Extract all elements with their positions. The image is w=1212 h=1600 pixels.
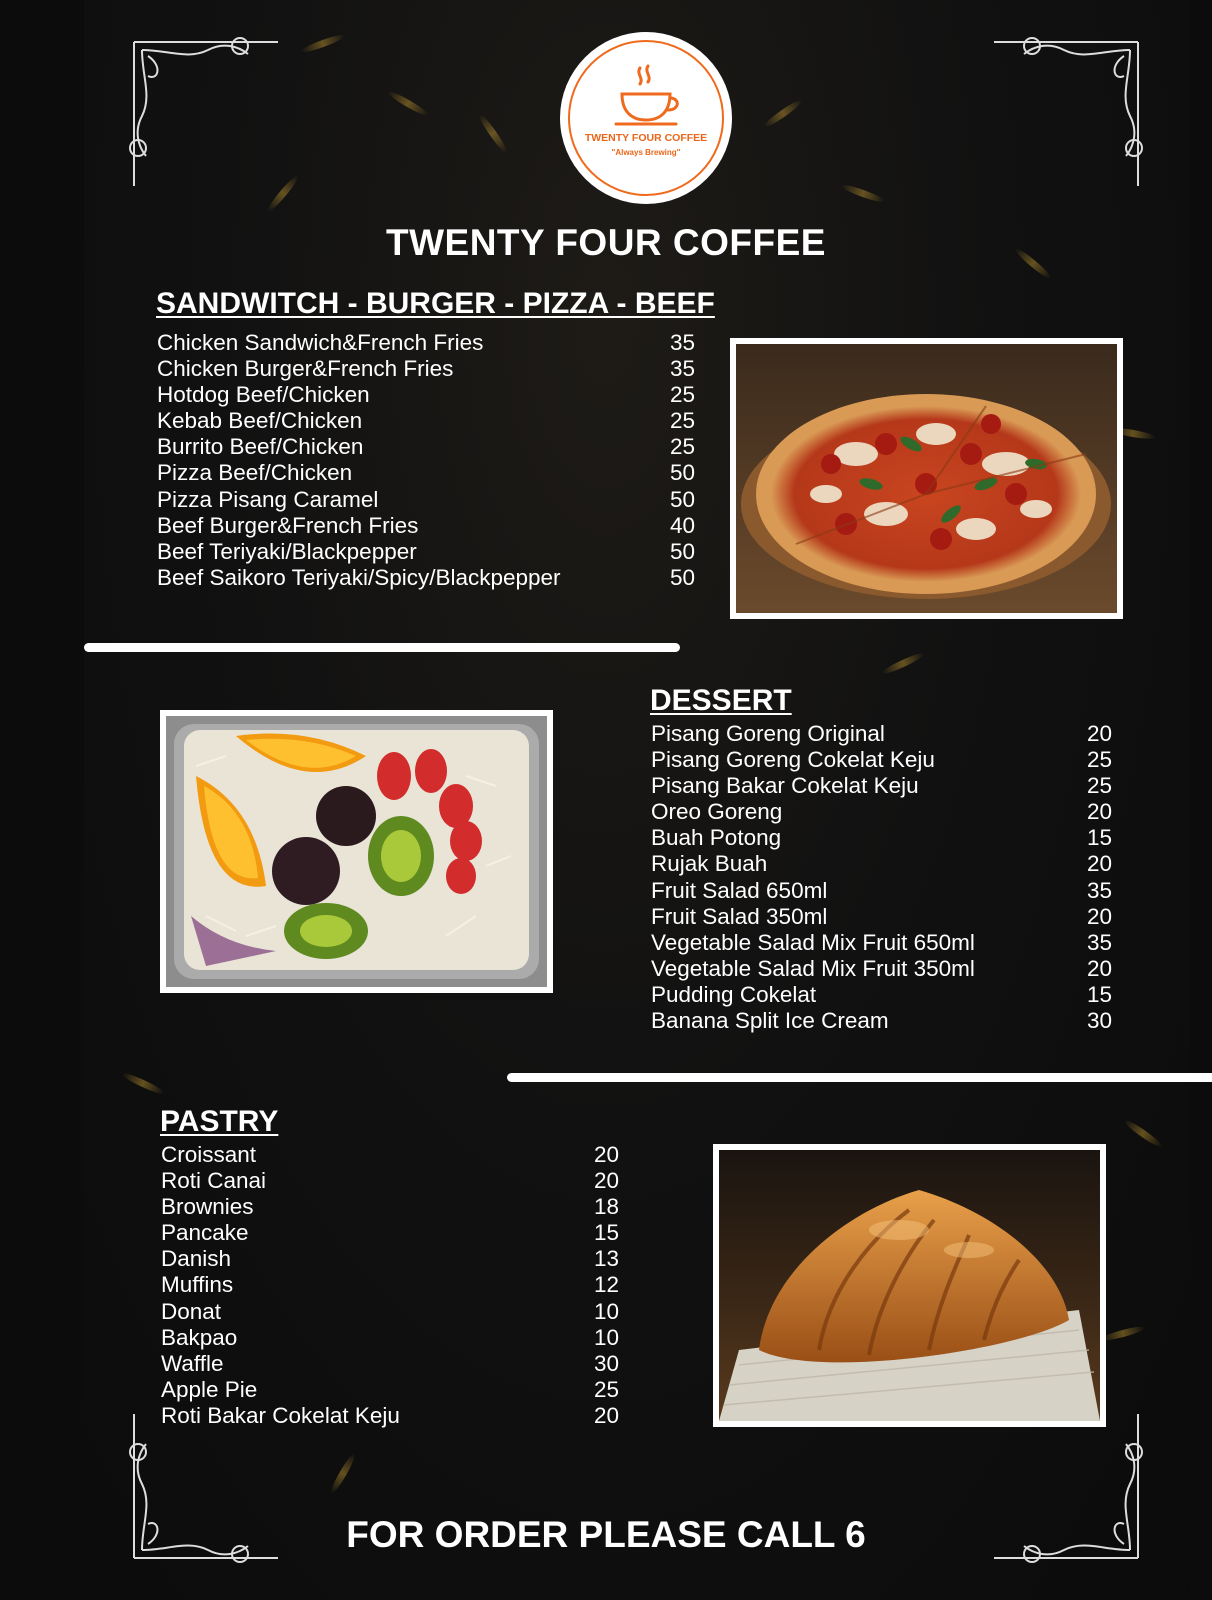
- item-price: 20: [1086, 851, 1112, 877]
- item-name: Brownies: [161, 1194, 254, 1220]
- menu-item: [157, 513, 695, 539]
- section-heading-pastry: PASTRY: [160, 1105, 279, 1138]
- item-price: 35: [1086, 929, 1112, 955]
- decorative-leaf: [386, 89, 429, 118]
- section-heading-sandwich: SANDWITCH - BURGER - PIZZA - BEEF: [156, 287, 715, 320]
- item-name: Pancake: [161, 1220, 249, 1246]
- fruit-salad-photo: [160, 710, 553, 993]
- menu-item: [161, 1168, 619, 1194]
- order-call-footer: FOR ORDER PLEASE CALL 6: [346, 1514, 866, 1555]
- decorative-leaf: [1100, 1324, 1146, 1343]
- page-title: TWENTY FOUR COFFEE: [386, 222, 826, 263]
- item-price: 25: [669, 382, 695, 408]
- corner-ornament-top-left: [128, 36, 288, 196]
- coffee-cup-icon: [606, 62, 686, 142]
- menu-item: [161, 1246, 619, 1272]
- menu-item: [651, 851, 1112, 877]
- menu-item: [161, 1142, 619, 1168]
- menu-item: [651, 982, 1112, 1008]
- item-name: Muffins: [161, 1272, 234, 1298]
- item-name: Beef Saikoro Teriyaki/Spicy/Blackpepper: [157, 564, 561, 590]
- item-price: 25: [1086, 773, 1112, 799]
- item-price: 35: [669, 330, 695, 355]
- menu-item: [161, 1325, 619, 1351]
- item-name: Pudding Cokelat: [651, 981, 817, 1007]
- menu-item: [651, 773, 1112, 799]
- decorative-leaf: [881, 651, 926, 677]
- item-name: Buah Potong: [651, 825, 782, 851]
- item-name: Apple Pie: [161, 1376, 258, 1402]
- menu-list-dessert: [651, 721, 1112, 1034]
- item-name: Burrito Beef/Chicken: [157, 434, 364, 460]
- item-price: 20: [1086, 903, 1112, 929]
- item-name: Chicken Burger&French Fries: [157, 356, 454, 382]
- menu-item: [651, 825, 1112, 851]
- section-heading-dessert: DESSERT: [650, 684, 792, 717]
- item-price: 15: [593, 1220, 619, 1246]
- item-price: 15: [1086, 981, 1112, 1007]
- section-divider: [507, 1073, 1212, 1082]
- item-price: 12: [593, 1272, 619, 1298]
- menu-item: [651, 904, 1112, 930]
- brand-logo: [560, 32, 732, 204]
- menu-item: [157, 330, 695, 356]
- item-price: 18: [593, 1194, 619, 1220]
- item-price: 20: [593, 1142, 619, 1167]
- menu-item: [157, 408, 695, 434]
- item-price: 10: [593, 1298, 619, 1324]
- item-price: 20: [1086, 799, 1112, 825]
- item-price: 25: [593, 1376, 619, 1402]
- menu-item: [161, 1220, 619, 1246]
- item-price: 20: [593, 1402, 619, 1428]
- item-price: 35: [1086, 877, 1112, 903]
- item-price: 50: [669, 486, 695, 512]
- item-price: 13: [593, 1246, 619, 1272]
- item-price: 30: [1086, 1008, 1112, 1034]
- item-name: Hotdog Beef/Chicken: [157, 382, 370, 408]
- item-name: Pisang Goreng Cokelat Keju: [651, 747, 935, 773]
- menu-item: [157, 565, 695, 591]
- menu-item: [161, 1272, 619, 1298]
- decorative-leaf: [840, 182, 886, 204]
- item-price: 10: [593, 1324, 619, 1350]
- item-name: Bakpao: [161, 1324, 238, 1350]
- item-price: 20: [593, 1168, 619, 1194]
- decorative-leaf: [300, 32, 346, 54]
- item-name: Banana Split Ice Cream: [651, 1008, 889, 1034]
- item-price: 25: [1086, 747, 1112, 773]
- item-name: Rujak Buah: [651, 851, 768, 877]
- menu-item: [161, 1194, 619, 1220]
- item-name: Donat: [161, 1298, 222, 1324]
- menu-item: [157, 382, 695, 408]
- item-name: Pizza Pisang Caramel: [157, 486, 379, 512]
- item-name: Waffle: [161, 1350, 224, 1376]
- menu-list-sandwich: [157, 330, 695, 591]
- item-price: 20: [1086, 955, 1112, 981]
- item-name: Fruit Salad 350ml: [651, 903, 828, 929]
- menu-item: [161, 1299, 619, 1325]
- item-name: Roti Canai: [161, 1168, 267, 1194]
- menu-item: [651, 747, 1112, 773]
- menu-item: [651, 1008, 1112, 1034]
- item-name: Danish: [161, 1246, 232, 1272]
- menu-item: [157, 539, 695, 565]
- menu-item: [651, 930, 1112, 956]
- item-price: 25: [669, 434, 695, 460]
- menu-item: [651, 799, 1112, 825]
- item-price: 50: [669, 538, 695, 564]
- item-name: Beef Teriyaki/Blackpepper: [157, 538, 417, 564]
- item-price: 40: [669, 512, 695, 538]
- menu-item: [161, 1377, 619, 1403]
- item-name: Vegetable Salad Mix Fruit 650ml: [651, 929, 975, 955]
- decorative-leaf: [477, 113, 509, 155]
- menu-item: [651, 721, 1112, 747]
- decorative-leaf: [1122, 1117, 1164, 1149]
- croissant-photo: [713, 1144, 1106, 1427]
- item-name: Croissant: [161, 1142, 257, 1167]
- menu-item: [157, 460, 695, 486]
- decorative-leaf: [762, 97, 804, 129]
- item-name: Pisang Bakar Cokelat Keju: [651, 773, 919, 799]
- item-price: 50: [669, 460, 695, 486]
- item-name: Oreo Goreng: [651, 799, 783, 825]
- item-name: Beef Burger&French Fries: [157, 512, 419, 538]
- logo-name: TWENTY FOUR COFFEE: [584, 132, 708, 144]
- menu-item: [161, 1351, 619, 1377]
- item-name: Kebab Beef/Chicken: [157, 408, 363, 434]
- item-price: 25: [669, 408, 695, 434]
- decorative-leaf: [121, 1071, 166, 1097]
- item-price: 35: [669, 356, 695, 382]
- item-price: 50: [669, 564, 695, 590]
- menu-item: [157, 487, 695, 513]
- section-divider: [84, 643, 680, 652]
- item-name: Fruit Salad 650ml: [651, 877, 828, 903]
- item-name: Roti Bakar Cokelat Keju: [161, 1402, 400, 1428]
- item-name: Chicken Sandwich&French Fries: [157, 330, 484, 355]
- menu-item: [161, 1403, 619, 1429]
- menu-item: [157, 434, 695, 460]
- menu-item: [651, 878, 1112, 904]
- item-price: 30: [593, 1350, 619, 1376]
- decorative-leaf: [328, 1452, 357, 1495]
- item-name: Pizza Beef/Chicken: [157, 460, 353, 486]
- item-name: Pisang Goreng Original: [651, 721, 885, 746]
- item-name: Vegetable Salad Mix Fruit 350ml: [651, 955, 975, 981]
- pizza-photo: [730, 338, 1123, 619]
- menu-item: [651, 956, 1112, 982]
- menu-list-pastry: [161, 1142, 619, 1429]
- item-price: 15: [1086, 825, 1112, 851]
- logo-tagline: "Always Brewing": [611, 148, 681, 157]
- menu-item: [157, 356, 695, 382]
- corner-ornament-top-right: [984, 36, 1144, 196]
- item-price: 20: [1086, 721, 1112, 746]
